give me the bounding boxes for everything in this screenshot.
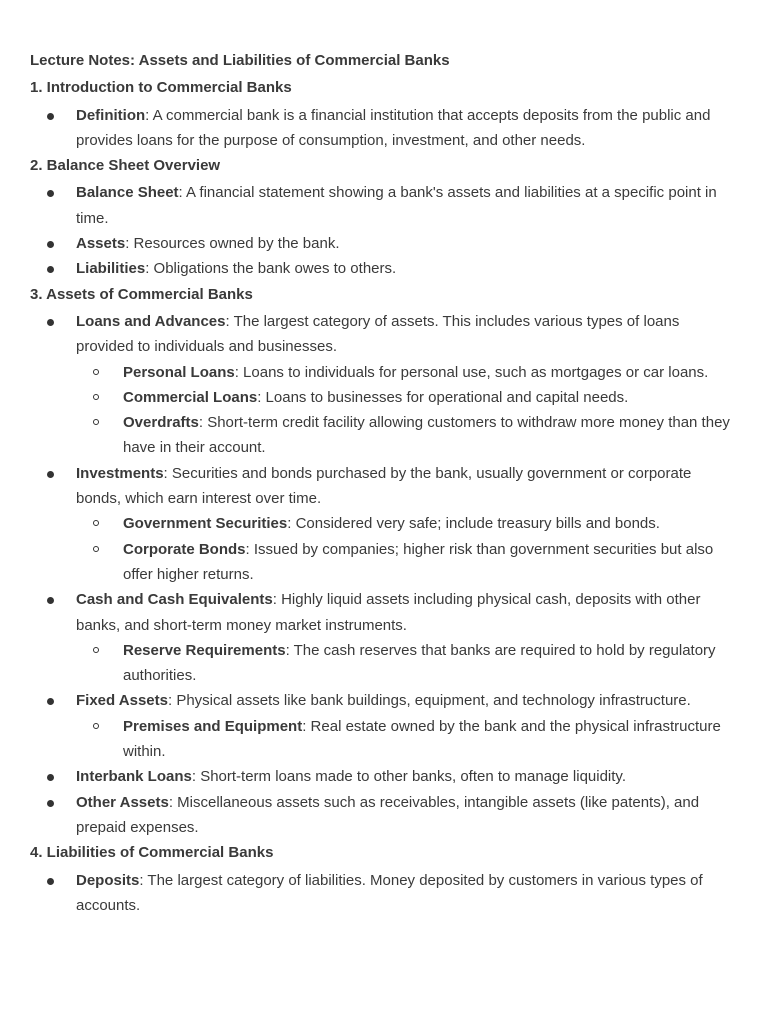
sub-list-item [76,638,738,689]
list-item [30,180,738,231]
bullet-icon [47,190,54,197]
sub-list-item [76,360,738,385]
list-item [30,688,738,764]
subitem-term: Government Securities [123,515,288,533]
hollow-bullet-icon [93,394,99,400]
subitem-term: Reserve Requirements [123,641,286,659]
item-text: : Obligations the bank owes to others. [145,260,397,278]
sub-list-item [76,511,738,536]
hollow-bullet-icon [93,369,99,375]
list-item [30,461,738,587]
bullet-icon [47,878,54,885]
item-term: Other Assets [76,793,169,811]
subitem-term: Premises and Equipment [123,717,303,735]
subitem-text: : Real estate owned by the bank and the physical infrastructure within. [123,717,721,761]
subitem-term: Commercial Loans [123,388,258,406]
subitem-term: Overdrafts [123,414,199,432]
bullet-icon [47,597,54,604]
item-text: : The largest category of liabilities. Money deposited by customers in various types of accounts. [76,871,703,914]
bullet-icon [47,319,54,326]
item-text: : Short-term loans made to other banks, often to manage liquidity. [191,768,626,786]
subitem-text: : Considered very safe; include treasury bills and bonds. [287,515,660,533]
sub-list-item [76,537,738,588]
list-item [30,587,738,688]
list-item [30,256,738,281]
list-item [30,309,738,461]
list-item [30,231,738,256]
item-term: Cash and Cash Equivalents [76,591,273,609]
hollow-bullet-icon [93,723,99,729]
list-item [30,103,738,154]
bullet-icon [47,241,54,248]
subitem-term: Corporate Bonds [123,540,246,558]
section-heading-introduction: 1. Introduction to Commercial Banks [30,79,292,97]
item-term: Interbank Loans [76,768,192,786]
item-text: : Miscellaneous assets such as receivables, intangible assets (like patents), and prepaid expenses. [76,793,700,836]
bullet-icon [47,113,54,120]
section-heading-assets: 3. Assets of Commercial Banks [30,285,253,303]
bullet-icon [47,266,54,273]
item-term: Assets [76,235,126,253]
list-item [30,790,738,841]
section-heading-balance-sheet: 2. Balance Sheet Overview [30,157,221,175]
section-heading-liabilities: 4. Liabilities of Commercial Banks [30,844,274,862]
item-term: Balance Sheet [76,184,179,202]
sub-list [76,511,738,587]
item-text: : Resources owned by the bank. [125,235,340,253]
bullet-icon [47,774,54,781]
bullet-icon [47,471,54,478]
item-text: : A commercial bank is a financial institution that accepts deposits from the public and provides loans for the purpose of consumption, investment, and other needs. [76,106,711,149]
bullet-icon [47,800,54,807]
sub-list [76,638,738,689]
subitem-term: Personal Loans [123,363,235,381]
item-text: : Highly liquid assets including physical cash, deposits with other banks, and short-term money market instruments. [76,591,701,634]
hollow-bullet-icon [93,546,99,552]
item-term: Liabilities [76,260,146,278]
hollow-bullet-icon [93,419,99,425]
item-term: Investments [76,464,164,482]
item-text: : Securities and bonds purchased by the bank, usually government or corporate bonds, which earn interest over time. [76,464,692,508]
item-term: Fixed Assets [76,692,168,710]
section-list-liabilities [30,868,738,919]
sub-list [76,714,738,765]
subitem-text: : Loans to businesses for operational and capital needs. [257,388,629,406]
sub-list-item [76,385,738,410]
item-term: Loans and Advances [76,312,226,330]
section-list-assets [30,309,738,840]
list-item [30,764,738,789]
list-item [30,868,738,919]
subitem-text: : The cash reserves that banks are required to hold by regulatory authorities. [123,641,716,685]
sub-list [76,360,738,461]
item-text: : The largest category of assets. This includes various types of loans provided to individuals and businesses. [76,312,680,356]
section-list-balance-sheet [30,180,738,281]
subitem-text: : Issued by companies; higher risk than government securities but also offer higher returns. [123,540,714,583]
item-term: Deposits [76,871,140,889]
subitem-text: : Loans to individuals for personal use, such as mortgages or car loans. [234,363,709,381]
sub-list-item [76,714,738,765]
item-term: Definition [76,106,146,124]
sub-list-item [76,410,738,461]
item-text: : Physical assets like bank buildings, equipment, and technology infrastructure. [168,692,691,710]
section-list-introduction [30,103,738,154]
hollow-bullet-icon [93,520,99,526]
item-text: : A financial statement showing a bank's assets and liabilities at a specific point in time. [76,184,717,227]
document-title: Lecture Notes: Assets and Liabilities of Commercial Banks [30,52,450,69]
bullet-icon [47,698,54,705]
subitem-text: : Short-term credit facility allowing customers to withdraw more money than they have in their account. [123,414,730,457]
hollow-bullet-icon [93,647,99,653]
